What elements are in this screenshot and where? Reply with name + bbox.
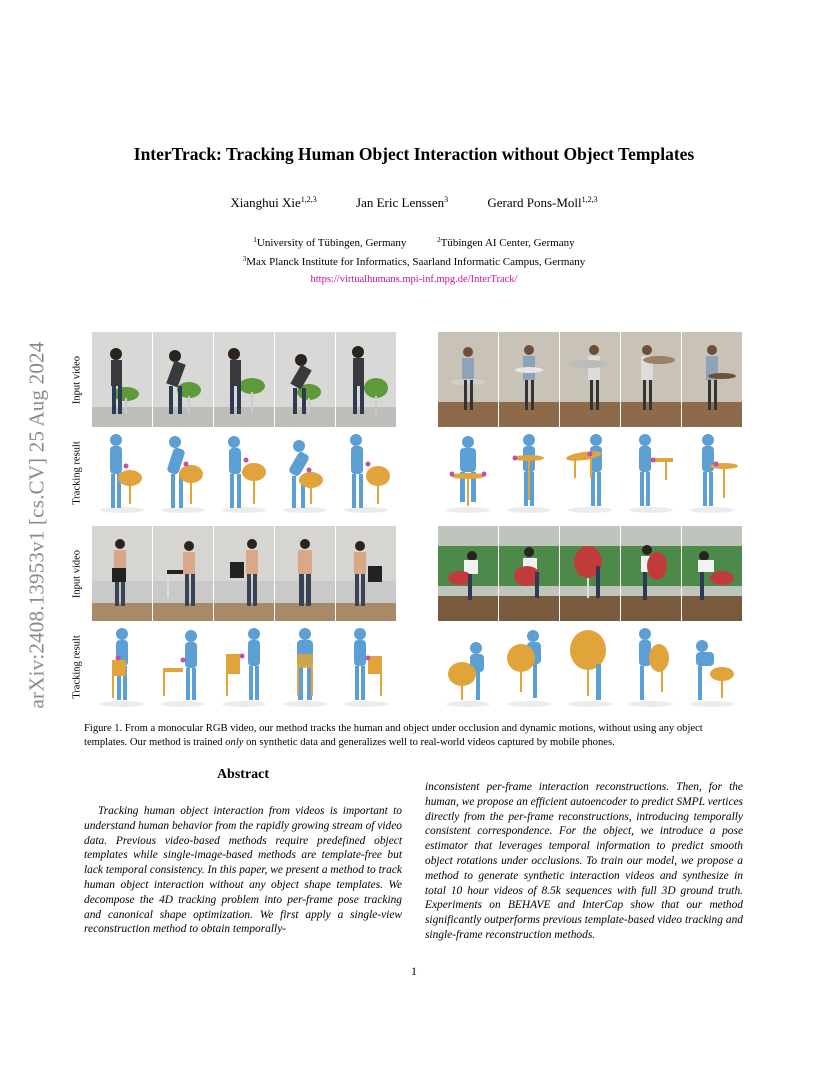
mesh-render: [92, 430, 152, 515]
tracking-frame: [153, 430, 213, 515]
affiliation-text: Max Planck Institute for Informatics, Saarland Informatic Campus, Germany: [246, 256, 586, 268]
mesh-render: [336, 430, 396, 515]
video-frame-image: [499, 332, 559, 427]
tracking-frame: [621, 624, 681, 709]
affiliation-marker: 1: [253, 236, 257, 244]
video-frame: [560, 526, 620, 621]
video-frame: [438, 526, 498, 621]
video-frame: [621, 526, 681, 621]
tracking-frame: [336, 624, 396, 709]
video-frame: [682, 332, 742, 427]
affiliation-marker: 2: [437, 236, 441, 244]
tracking-frame: [214, 430, 274, 515]
video-frame-image: [214, 332, 274, 427]
video-frame-image: [336, 526, 396, 621]
video-frame: [214, 526, 274, 621]
video-frame: [214, 332, 274, 427]
mesh-render: [275, 430, 335, 515]
affiliation-text: University of Tübingen, Germany: [256, 237, 407, 249]
video-frame: [336, 526, 396, 621]
tracking-frame: [682, 430, 742, 515]
video-frame: [621, 332, 681, 427]
mesh-render: [275, 624, 335, 709]
abstract-heading: Abstract: [216, 767, 270, 782]
video-frame-image: [92, 332, 152, 427]
row-label: Tracking result: [71, 634, 83, 699]
video-frame: [499, 526, 559, 621]
tracking-frame: [621, 430, 681, 515]
arxiv-identifier-text: arXiv:2408.13953v1 [cs.CV] 25 Aug 2024: [24, 341, 49, 708]
affiliations-line-2: [0, 255, 828, 268]
author: [487, 195, 597, 211]
row-label: Input video: [71, 549, 83, 598]
tracking-frame: [682, 624, 742, 709]
author-affil-marker: 3: [444, 195, 449, 204]
video-frame-image: [621, 332, 681, 427]
input-video-strip-1: [92, 332, 396, 427]
tracking-frame: [560, 624, 620, 709]
video-frame: [92, 526, 152, 621]
abstract-text-left: Tracking human object interaction from videos is important to understand human behavior from the rapidly growing stream of video data. Previous video-based methods require predefined object templates while single-image-based methods are template-free but lack temporal consistency. In this paper, we present a method to track human object interaction without any object shape templates. We decompose the 4D tracking problem into per-frame pose tracking and canonical shape optimization. We first apply a single-view reconstruction method to obtain temporally-: [84, 805, 402, 936]
tracking-frame: [92, 624, 152, 709]
figure-caption: Figure 1. From a monocular RGB video, our method tracks the human and object under occlusion and dynamic motions, without using any object templates. Our method is trained only on synthetic data and generalizes well to real-world videos captured by mobile phones.: [84, 723, 703, 748]
video-frame-image: [336, 332, 396, 427]
tracking-result-strip-1: [92, 430, 396, 515]
author: [356, 195, 448, 211]
affiliation: [253, 236, 406, 249]
video-frame: [153, 332, 213, 427]
video-frame: [438, 332, 498, 427]
video-frame-image: [438, 332, 498, 427]
video-frame-image: [275, 526, 335, 621]
tracking-frame: [499, 624, 559, 709]
mesh-render: [560, 624, 620, 709]
input-video-strip-2: [438, 332, 742, 427]
tracking-result-strip-2: [438, 430, 742, 515]
mesh-render: [621, 430, 681, 515]
author-name: Xianghui Xie: [230, 195, 301, 210]
tracking-result-strip-3: [92, 624, 396, 709]
tracking-frame: [214, 624, 274, 709]
tracking-frame: [336, 430, 396, 515]
mesh-render: [214, 430, 274, 515]
mesh-render: [438, 430, 498, 515]
mesh-render: [153, 430, 213, 515]
author-list: [0, 195, 828, 211]
video-frame: [275, 526, 335, 621]
paper-title: InterTrack: Tracking Human Object Interaction without Object Templates: [133, 144, 695, 164]
mesh-render: [153, 624, 213, 709]
arxiv-identifier: [22, 287, 52, 762]
mesh-render: [336, 624, 396, 709]
project-url[interactable]: https://virtualhumans.mpi-inf.mpg.de/InterTrack/: [310, 274, 518, 285]
video-frame: [560, 332, 620, 427]
tracking-frame: [438, 624, 498, 709]
affiliation: [243, 256, 586, 268]
video-frame: [682, 526, 742, 621]
row-label: Input video: [71, 355, 83, 404]
mesh-render: [560, 430, 620, 515]
input-video-strip-4: [438, 526, 742, 621]
row-label: Tracking result: [71, 440, 83, 505]
video-frame-image: [214, 526, 274, 621]
video-frame-image: [153, 526, 213, 621]
video-frame: [92, 332, 152, 427]
video-frame: [153, 526, 213, 621]
abstract-text-right: inconsistent per-frame interaction reconstructions. Then, for the human, we propose an efficient autoencoder to predict SMPL vertices directly from the per-frame reconstructions, introducing temporally consistent correspondence. For the object, we introduce a pose estimator that leverages temporal information to predict smooth object rotations under occlusions. To train our model, we propose a method to generate synthetic interaction videos and synthesize in total 10 hour videos of 8.5k sequences with full 3D ground truth. Experiments on BEHAVE and InterCap show that our method significantly outperforms previous template-based video tracking and single-frame reconstruction methods.: [425, 781, 743, 941]
author-affil-marker: 1,2,3: [300, 195, 317, 204]
tracking-result-strip-4: [438, 624, 742, 709]
video-frame-image: [438, 526, 498, 621]
author-affil-marker: 1,2,3: [581, 195, 598, 204]
tracking-frame: [92, 430, 152, 515]
video-frame-image: [682, 332, 742, 427]
tracking-frame: [153, 624, 213, 709]
page-number: 1: [411, 964, 417, 978]
mesh-render: [682, 624, 742, 709]
video-frame-image: [499, 526, 559, 621]
mesh-render: [92, 624, 152, 709]
affiliations-line-1: [0, 236, 828, 249]
tracking-frame: [275, 624, 335, 709]
video-frame-image: [153, 332, 213, 427]
input-video-strip-3: [92, 526, 396, 621]
tracking-frame: [499, 430, 559, 515]
video-frame: [275, 332, 335, 427]
author-name: Gerard Pons-Moll: [487, 195, 582, 210]
video-frame-image: [560, 526, 620, 621]
video-frame: [336, 332, 396, 427]
affiliation-text: Tübingen AI Center, Germany: [440, 237, 575, 249]
mesh-render: [499, 624, 559, 709]
video-frame: [499, 332, 559, 427]
mesh-render: [438, 624, 498, 709]
mesh-render: [621, 624, 681, 709]
figure-1: [68, 328, 768, 708]
mesh-render: [214, 624, 274, 709]
video-frame-image: [682, 526, 742, 621]
affiliation-marker: 3: [242, 255, 247, 263]
mesh-render: [682, 430, 742, 515]
author: [230, 195, 316, 211]
mesh-render: [499, 430, 559, 515]
tracking-frame: [275, 430, 335, 515]
author-name: Jan Eric Lenssen: [356, 195, 445, 210]
tracking-frame: [560, 430, 620, 515]
video-frame-image: [560, 332, 620, 427]
video-frame-image: [621, 526, 681, 621]
tracking-frame: [438, 430, 498, 515]
affiliation: [437, 236, 574, 249]
video-frame-image: [275, 332, 335, 427]
video-frame-image: [92, 526, 152, 621]
